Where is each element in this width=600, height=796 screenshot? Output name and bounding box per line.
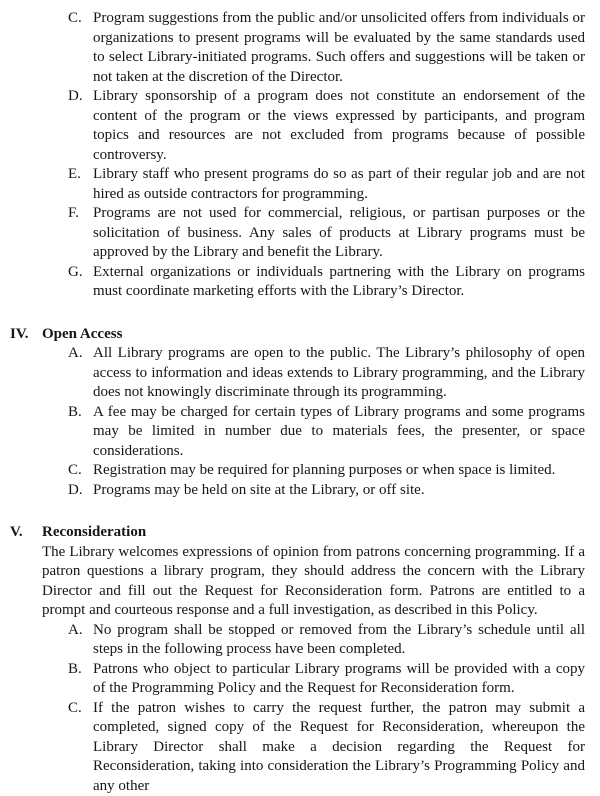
list-item	[93, 204, 585, 263]
list-item-letter: C.	[68, 699, 82, 719]
list-item	[93, 481, 585, 501]
list-item-letter: G.	[68, 263, 83, 283]
list-item	[93, 165, 585, 204]
policy-section	[10, 325, 585, 501]
list-item-letter: D.	[68, 481, 83, 501]
list-item-text: A fee may be charged for certain types of Library programs and some programs may be limited in number due to materials fees, the presenter, or space considerations.	[93, 404, 585, 459]
list-item	[93, 461, 585, 481]
list-item-letter: C.	[68, 461, 82, 481]
list-item-letter: A.	[68, 344, 83, 364]
list-item-letter: C.	[68, 9, 82, 29]
section-heading	[10, 523, 585, 543]
list-item-letter: B.	[68, 403, 82, 423]
list-item	[93, 344, 585, 403]
list-item	[93, 403, 585, 462]
list-item-text: Patrons who object to particular Library programs will be provided with a copy of the Programming Policy and the Request for Reconsideration form.	[93, 661, 585, 697]
section-heading	[10, 325, 585, 345]
section-item-list	[93, 9, 585, 302]
list-item	[93, 660, 585, 699]
list-item-text: No program shall be stopped or removed from the Library’s schedule until all steps in the following process have been completed.	[93, 622, 585, 658]
list-item-letter: F.	[68, 204, 79, 224]
list-item-letter: E.	[68, 165, 81, 185]
list-item-letter: B.	[68, 660, 82, 680]
list-item-text: Program suggestions from the public and/or unsolicited offers from individuals or organizations to present programs will be evaluated by the same standards used to select Library-initiated programs. Such offers and suggestions will be taken or not taken at the discretion of the Director.	[93, 10, 585, 85]
list-item	[93, 699, 585, 796]
sections-container	[10, 9, 585, 796]
list-item	[93, 9, 585, 87]
list-item-letter: A.	[68, 621, 83, 641]
list-item-text: If the patron wishes to carry the request further, the patron may submit a completed, signed copy of the Request for Reconsideration, whereupon the Library Director shall make a decision regarding the Request for Reconsideration, taking into consideration the Library’s Programming Policy and any other	[93, 700, 585, 794]
list-item-text: External organizations or individuals partnering with the Library on programs must coordinate marketing efforts with the Library’s Director.	[93, 264, 585, 300]
list-item-text: Programs are not used for commercial, religious, or partisan purposes or the solicitation of business. Any sales of products at Library programs must be approved by the Library and benefit the Library.	[93, 205, 585, 260]
list-item-text: Registration may be required for planning purposes or when space is limited.	[93, 462, 555, 478]
section-numeral: V.	[10, 523, 23, 543]
list-item-text: Programs may be held on site at the Library, or off site.	[93, 482, 425, 498]
section-title: Reconsideration	[42, 524, 146, 540]
list-item	[93, 621, 585, 660]
policy-section	[10, 9, 585, 302]
list-item-text: Library sponsorship of a program does not constitute an endorsement of the content of the program or the views expressed by participants, and program topics and resources are not excluded from programs because of possible controversy.	[93, 88, 585, 163]
section-item-list	[93, 621, 585, 796]
list-item	[93, 87, 585, 165]
policy-section	[10, 523, 585, 796]
section-intro-paragraph: The Library welcomes expressions of opinion from patrons concerning programming. If a patron questions a library program, they should address the concern with the Library Director and fill out the Request for Reconsideration form. Patrons are entitled to a prompt and courteous response and a full investigation, as described in this Policy.	[42, 543, 585, 621]
list-item-text: All Library programs are open to the public. The Library’s philosophy of open access to information and ideas extends to Library programming, and the Library does not knowingly discriminate through its programming.	[93, 345, 585, 400]
list-item-text: Library staff who present programs do so as part of their regular job and are not hired as outside contractors for programming.	[93, 166, 585, 202]
section-title: Open Access	[42, 326, 122, 342]
section-numeral: IV.	[10, 325, 29, 345]
list-item-letter: D.	[68, 87, 83, 107]
section-item-list	[93, 344, 585, 500]
list-item	[93, 263, 585, 302]
